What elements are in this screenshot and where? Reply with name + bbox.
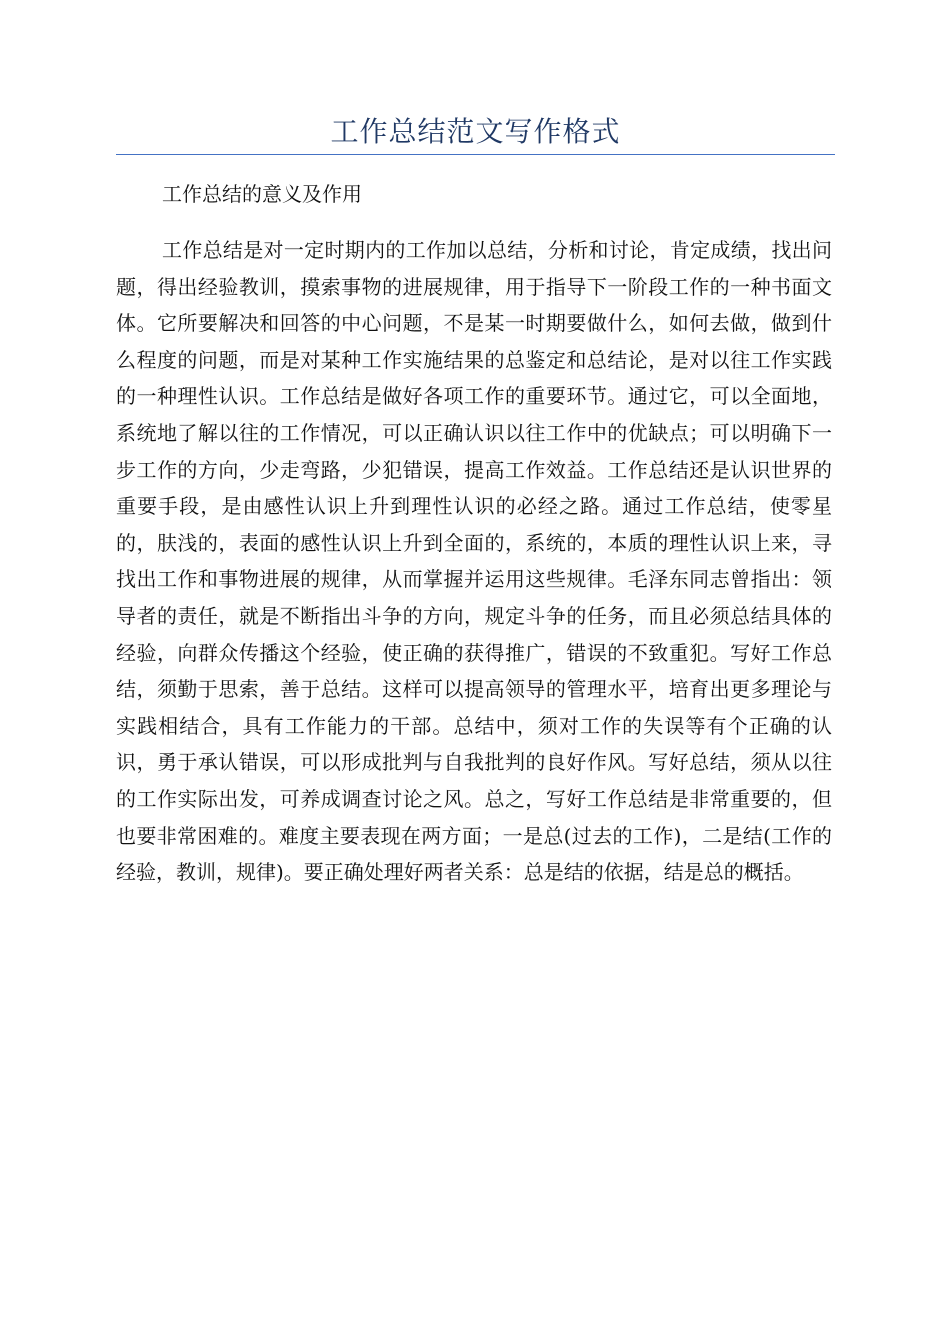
section-heading: 工作总结的意义及作用 <box>162 182 362 206</box>
document-title: 工作总结范文写作格式 <box>330 115 621 148</box>
body-paragraph: 工作总结是对一定时期内的工作加以总结，分析和讨论，肯定成绩，找出问题，得出经验教训，摸索事物的进展规律，用于指导下一阶段工作的一种书面文体。它所要解决和回答的中心问题，不是某一时期要做什么，如何去做，做到什么程度的问题，而是对某种工作实施结果的总鉴定和总结论，是对以往工作实践的一种理性认识。工作总结是做好各项工作的重要环节。通过它，可以全面地，系统地了解以往的工作情况，可以正确认识以往工作中的优缺点；可以明确下一步工作的方向，少走弯路，少犯错误，提高工作效益。工作总结还是认识世界的重要手段，是由感性认识上升到理性认识的必经之路。通过工作总结，使零星的，肤浅的，表面的感性认识上升到全面的，系统的，本质的理性认识上来，寻找出工作和事物进展的规律，从而掌握并运用这些规律。毛泽东同志曾指出：领导者的责任，就是不断指出斗争的方向，规定斗争的任务，而且必须总结具体的经验，向群众传播这个经验，使正确的获得推广，错误的不致重犯。写好工作总结，须勤于思索，善于总结。这样可以提高领导的管理水平，培育出更多理论与实践相结合，具有工作能力的干部。总结中，须对工作的失误等有个正确的认识，勇于承认错误，可以形成批判与自我批判的良好作风。写好总结，须从以往的工作实际出发，可养成调查讨论之风。总之，写好工作总结是非常重要的，但也要非常困难的。难度主要表现在两方面；一是总(过去的工作)，二是结(工作的经验，教训，规律)。要正确处理好两者关系：总是结的依据，结是总的概括。 <box>116 238 832 885</box>
title-underline <box>116 154 835 155</box>
